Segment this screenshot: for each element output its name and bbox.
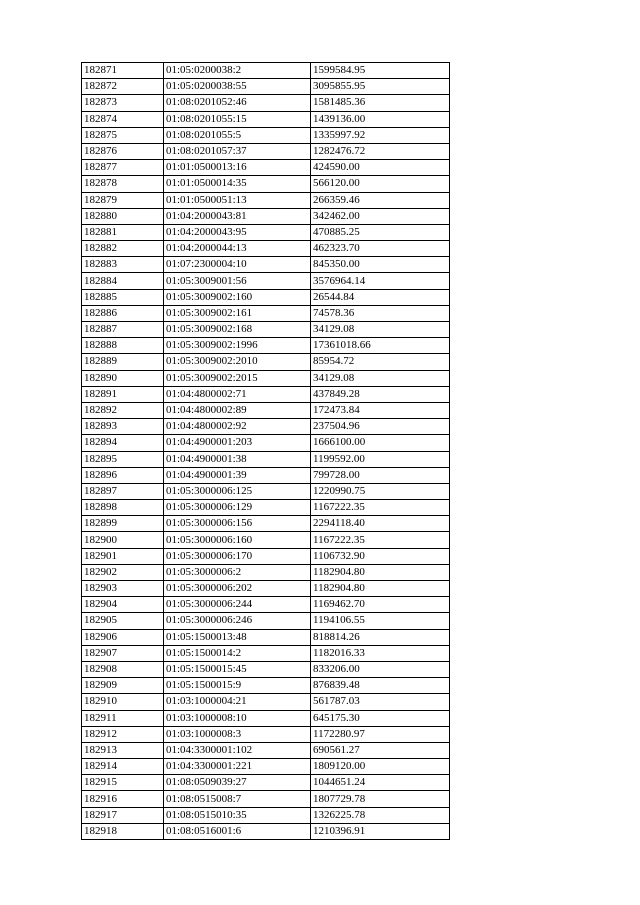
table-row <box>82 305 450 321</box>
row-id-cell: 182888 <box>82 338 164 354</box>
cadastral-number-cell: 01:03:1000004:21 <box>164 694 311 710</box>
amount-cell: 1220990.75 <box>311 483 450 499</box>
cadastral-number-cell: 01:05:1500014:2 <box>164 645 311 661</box>
amount-cell: 3095855.95 <box>311 79 450 95</box>
table-row <box>82 710 450 726</box>
cadastral-number-cell: 01:05:3000006:129 <box>164 500 311 516</box>
cadastral-number-cell: 01:01:0500013:16 <box>164 160 311 176</box>
row-id-cell: 182875 <box>82 127 164 143</box>
cadastral-number-cell: 01:04:4800002:71 <box>164 386 311 402</box>
amount-cell: 1106732.90 <box>311 548 450 564</box>
cadastral-number-cell: 01:04:4800002:89 <box>164 402 311 418</box>
row-id-cell: 182910 <box>82 694 164 710</box>
amount-cell: 34129.08 <box>311 370 450 386</box>
amount-cell: 237504.96 <box>311 419 450 435</box>
row-id-cell: 182876 <box>82 143 164 159</box>
cadastral-number-cell: 01:05:3009002:2015 <box>164 370 311 386</box>
table-row <box>82 678 450 694</box>
row-id-cell: 182915 <box>82 775 164 791</box>
cadastral-number-cell: 01:05:3000006:160 <box>164 532 311 548</box>
amount-cell: 876839.48 <box>311 678 450 694</box>
cadastral-number-cell: 01:08:0201055:5 <box>164 127 311 143</box>
amount-cell: 74578.36 <box>311 305 450 321</box>
row-id-cell: 182885 <box>82 289 164 305</box>
amount-cell: 645175.30 <box>311 710 450 726</box>
table-row <box>82 645 450 661</box>
table-row <box>82 354 450 370</box>
cadastral-number-cell: 01:04:3300001:221 <box>164 759 311 775</box>
table-row <box>82 63 450 79</box>
table-row <box>82 548 450 564</box>
table-row <box>82 629 450 645</box>
cadastral-number-cell: 01:05:3009002:161 <box>164 305 311 321</box>
amount-cell: 845350.00 <box>311 257 450 273</box>
table-row <box>82 661 450 677</box>
amount-cell: 85954.72 <box>311 354 450 370</box>
row-id-cell: 182896 <box>82 467 164 483</box>
cadastral-number-cell: 01:05:3009002:1996 <box>164 338 311 354</box>
amount-cell: 799728.00 <box>311 467 450 483</box>
data-table <box>81 62 450 840</box>
cadastral-number-cell: 01:05:3000006:246 <box>164 613 311 629</box>
row-id-cell: 182887 <box>82 322 164 338</box>
cadastral-number-cell: 01:05:3000006:244 <box>164 597 311 613</box>
table-row <box>82 419 450 435</box>
row-id-cell: 182897 <box>82 483 164 499</box>
cadastral-number-cell: 01:01:0500051:13 <box>164 192 311 208</box>
table-row <box>82 127 450 143</box>
cadastral-number-cell: 01:04:2000044:13 <box>164 241 311 257</box>
cadastral-number-cell: 01:04:4900001:38 <box>164 451 311 467</box>
row-id-cell: 182880 <box>82 208 164 224</box>
table-row <box>82 564 450 580</box>
cadastral-number-cell: 01:05:3000006:156 <box>164 516 311 532</box>
table-row <box>82 694 450 710</box>
amount-cell: 1167222.35 <box>311 532 450 548</box>
row-id-cell: 182912 <box>82 726 164 742</box>
table-row <box>82 597 450 613</box>
cadastral-number-cell: 01:05:3000006:2 <box>164 564 311 580</box>
table-row <box>82 581 450 597</box>
amount-cell: 1807729.78 <box>311 791 450 807</box>
table-row <box>82 483 450 499</box>
cadastral-number-cell: 01:03:1000008:3 <box>164 726 311 742</box>
row-id-cell: 182903 <box>82 581 164 597</box>
row-id-cell: 182882 <box>82 241 164 257</box>
table-row <box>82 322 450 338</box>
cadastral-number-cell: 01:07:2300004:10 <box>164 257 311 273</box>
amount-cell: 1044651.24 <box>311 775 450 791</box>
cadastral-number-cell: 01:05:1500015:9 <box>164 678 311 694</box>
table-row <box>82 208 450 224</box>
cadastral-number-cell: 01:08:0515008:7 <box>164 791 311 807</box>
amount-cell: 1199592.00 <box>311 451 450 467</box>
row-id-cell: 182918 <box>82 823 164 839</box>
cadastral-number-cell: 01:05:3009002:2010 <box>164 354 311 370</box>
row-id-cell: 182872 <box>82 79 164 95</box>
table-row <box>82 224 450 240</box>
table-row <box>82 791 450 807</box>
amount-cell: 1182904.80 <box>311 581 450 597</box>
table-row <box>82 192 450 208</box>
cadastral-number-cell: 01:04:4900001:203 <box>164 435 311 451</box>
row-id-cell: 182892 <box>82 402 164 418</box>
amount-cell: 1326225.78 <box>311 807 450 823</box>
cadastral-number-cell: 01:05:0200038:2 <box>164 63 311 79</box>
row-id-cell: 182893 <box>82 419 164 435</box>
row-id-cell: 182901 <box>82 548 164 564</box>
amount-cell: 1599584.95 <box>311 63 450 79</box>
cadastral-number-cell: 01:05:3000006:125 <box>164 483 311 499</box>
row-id-cell: 182894 <box>82 435 164 451</box>
table-row <box>82 143 450 159</box>
table-row <box>82 176 450 192</box>
cadastral-number-cell: 01:05:1500013:48 <box>164 629 311 645</box>
row-id-cell: 182884 <box>82 273 164 289</box>
row-id-cell: 182908 <box>82 661 164 677</box>
table-row <box>82 775 450 791</box>
table-row <box>82 742 450 758</box>
row-id-cell: 182881 <box>82 224 164 240</box>
row-id-cell: 182917 <box>82 807 164 823</box>
cadastral-number-cell: 01:05:3000006:170 <box>164 548 311 564</box>
cadastral-number-cell: 01:01:0500014:35 <box>164 176 311 192</box>
row-id-cell: 182905 <box>82 613 164 629</box>
table-row <box>82 435 450 451</box>
cadastral-number-cell: 01:08:0515010:35 <box>164 807 311 823</box>
amount-cell: 1335997.92 <box>311 127 450 143</box>
row-id-cell: 182907 <box>82 645 164 661</box>
amount-cell: 1439136.00 <box>311 111 450 127</box>
amount-cell: 690561.27 <box>311 742 450 758</box>
amount-cell: 566120.00 <box>311 176 450 192</box>
table-row <box>82 451 450 467</box>
table-row <box>82 726 450 742</box>
table-row <box>82 95 450 111</box>
row-id-cell: 182900 <box>82 532 164 548</box>
amount-cell: 818814.26 <box>311 629 450 645</box>
cadastral-number-cell: 01:04:2000043:95 <box>164 224 311 240</box>
table-row <box>82 807 450 823</box>
amount-cell: 1809120.00 <box>311 759 450 775</box>
cadastral-number-cell: 01:03:1000008:10 <box>164 710 311 726</box>
amount-cell: 1182016.33 <box>311 645 450 661</box>
table-row <box>82 467 450 483</box>
amount-cell: 462323.70 <box>311 241 450 257</box>
row-id-cell: 182909 <box>82 678 164 694</box>
table-row <box>82 160 450 176</box>
amount-cell: 1169462.70 <box>311 597 450 613</box>
row-id-cell: 182911 <box>82 710 164 726</box>
cadastral-number-cell: 01:08:0509039:27 <box>164 775 311 791</box>
row-id-cell: 182873 <box>82 95 164 111</box>
row-id-cell: 182874 <box>82 111 164 127</box>
amount-cell: 1666100.00 <box>311 435 450 451</box>
amount-cell: 1581485.36 <box>311 95 450 111</box>
amount-cell: 17361018.66 <box>311 338 450 354</box>
table-row <box>82 273 450 289</box>
cadastral-number-cell: 01:05:3000006:202 <box>164 581 311 597</box>
cadastral-number-cell: 01:04:2000043:81 <box>164 208 311 224</box>
amount-cell: 1194106.55 <box>311 613 450 629</box>
table-row <box>82 257 450 273</box>
row-id-cell: 182878 <box>82 176 164 192</box>
table-row <box>82 111 450 127</box>
amount-cell: 342462.00 <box>311 208 450 224</box>
table-body <box>82 63 450 840</box>
amount-cell: 424590.00 <box>311 160 450 176</box>
row-id-cell: 182906 <box>82 629 164 645</box>
amount-cell: 3576964.14 <box>311 273 450 289</box>
cadastral-number-cell: 01:08:0516001:6 <box>164 823 311 839</box>
cadastral-number-cell: 01:08:0201052:46 <box>164 95 311 111</box>
row-id-cell: 182883 <box>82 257 164 273</box>
amount-cell: 1282476.72 <box>311 143 450 159</box>
amount-cell: 1210396.91 <box>311 823 450 839</box>
amount-cell: 470885.25 <box>311 224 450 240</box>
row-id-cell: 182899 <box>82 516 164 532</box>
row-id-cell: 182890 <box>82 370 164 386</box>
cadastral-number-cell: 01:05:3009002:160 <box>164 289 311 305</box>
cadastral-number-cell: 01:08:0201057:37 <box>164 143 311 159</box>
row-id-cell: 182879 <box>82 192 164 208</box>
cadastral-number-cell: 01:05:3009002:168 <box>164 322 311 338</box>
row-id-cell: 182886 <box>82 305 164 321</box>
cadastral-number-cell: 01:04:4900001:39 <box>164 467 311 483</box>
cadastral-number-cell: 01:05:3009001:56 <box>164 273 311 289</box>
row-id-cell: 182895 <box>82 451 164 467</box>
table-row <box>82 79 450 95</box>
row-id-cell: 182898 <box>82 500 164 516</box>
amount-cell: 833206.00 <box>311 661 450 677</box>
amount-cell: 2294118.40 <box>311 516 450 532</box>
amount-cell: 1167222.35 <box>311 500 450 516</box>
table-row <box>82 759 450 775</box>
cadastral-number-cell: 01:04:4800002:92 <box>164 419 311 435</box>
row-id-cell: 182871 <box>82 63 164 79</box>
row-id-cell: 182889 <box>82 354 164 370</box>
amount-cell: 34129.08 <box>311 322 450 338</box>
row-id-cell: 182914 <box>82 759 164 775</box>
table-row <box>82 500 450 516</box>
row-id-cell: 182916 <box>82 791 164 807</box>
table-row <box>82 516 450 532</box>
table-row <box>82 613 450 629</box>
row-id-cell: 182877 <box>82 160 164 176</box>
table-row <box>82 532 450 548</box>
cadastral-number-cell: 01:08:0201055:15 <box>164 111 311 127</box>
table-row <box>82 823 450 839</box>
cadastral-number-cell: 01:05:1500015:45 <box>164 661 311 677</box>
amount-cell: 266359.46 <box>311 192 450 208</box>
table-row <box>82 370 450 386</box>
amount-cell: 561787.03 <box>311 694 450 710</box>
cadastral-number-cell: 01:04:3300001:102 <box>164 742 311 758</box>
cadastral-number-cell: 01:05:0200038:55 <box>164 79 311 95</box>
row-id-cell: 182891 <box>82 386 164 402</box>
amount-cell: 26544.84 <box>311 289 450 305</box>
amount-cell: 1182904.80 <box>311 564 450 580</box>
row-id-cell: 182904 <box>82 597 164 613</box>
table-row <box>82 338 450 354</box>
amount-cell: 437849.28 <box>311 386 450 402</box>
row-id-cell: 182913 <box>82 742 164 758</box>
table-row <box>82 289 450 305</box>
amount-cell: 1172280.97 <box>311 726 450 742</box>
table-row <box>82 402 450 418</box>
table-row <box>82 386 450 402</box>
row-id-cell: 182902 <box>82 564 164 580</box>
amount-cell: 172473.84 <box>311 402 450 418</box>
table-row <box>82 241 450 257</box>
